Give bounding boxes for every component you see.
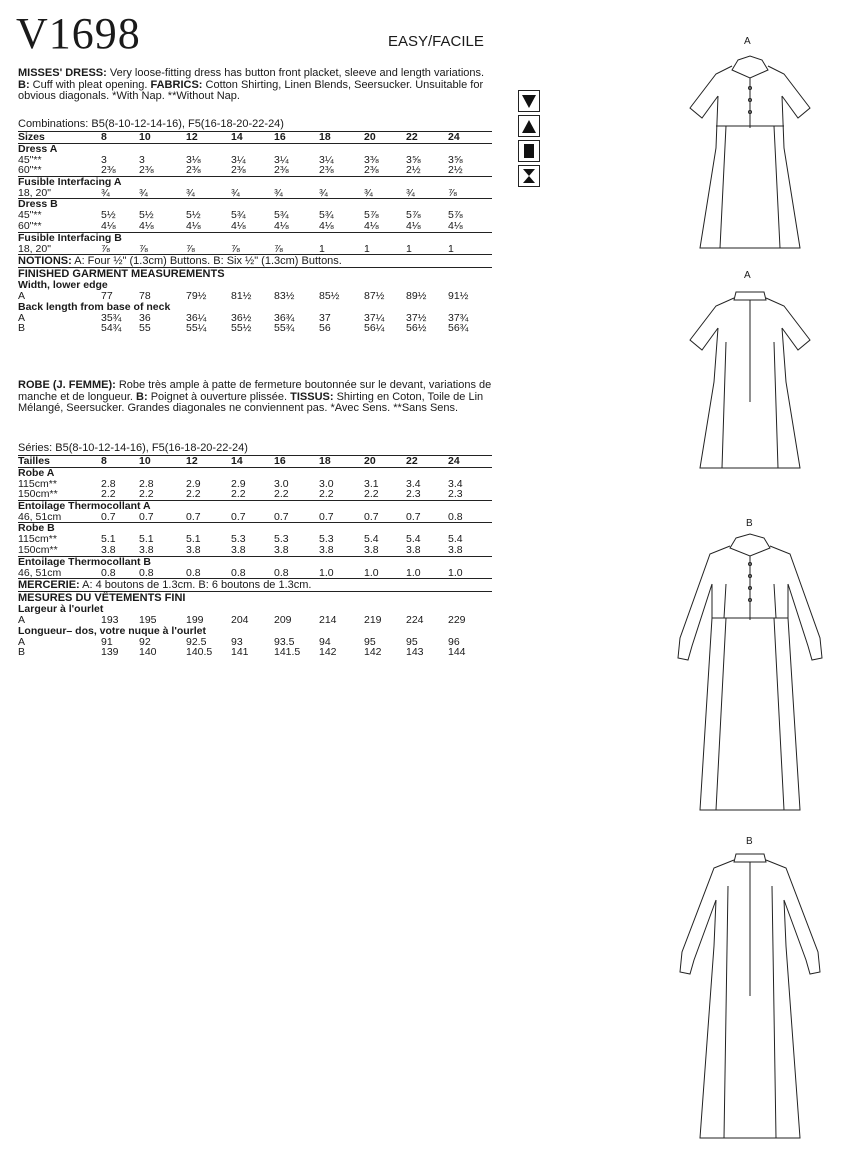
table-row bbox=[18, 568, 492, 579]
value-cell: 4⅛ bbox=[274, 219, 289, 232]
value-cell: 4⅛ bbox=[319, 219, 334, 232]
value-cell: 37¾ bbox=[448, 311, 469, 324]
value-cell: 0.8 bbox=[186, 566, 201, 579]
value-cell: 2.8 bbox=[139, 477, 154, 490]
value-cell: 3.1 bbox=[364, 477, 379, 490]
sketch-label-a-front: A bbox=[744, 36, 751, 47]
row-label: 45"** bbox=[18, 209, 42, 222]
value-cell: 2.3 bbox=[448, 488, 463, 501]
combinations-line: Combinations: B5(8-10-12-14-16), F5(16-18-20-22-24) bbox=[18, 118, 284, 130]
value-cell: 3.8 bbox=[448, 543, 463, 556]
value-cell: ¾ bbox=[274, 186, 283, 199]
value-cell: 4⅛ bbox=[186, 219, 201, 232]
value-cell: 4⅛ bbox=[139, 219, 154, 232]
pattern-number: V1698 bbox=[16, 9, 141, 58]
section-title: Dress B bbox=[18, 198, 492, 210]
table-row bbox=[18, 221, 492, 232]
row-label: 115cm** bbox=[18, 477, 57, 490]
size-header-cell: 14 bbox=[231, 131, 243, 143]
value-cell: 56½ bbox=[406, 322, 427, 335]
section-title: Fusible Interfacing A bbox=[18, 176, 492, 188]
size-header-cell: 12 bbox=[186, 131, 198, 143]
size-header-cell: 12 bbox=[186, 455, 198, 467]
value-cell: 3.8 bbox=[406, 543, 421, 556]
value-cell: 85½ bbox=[319, 290, 340, 303]
value-cell: 3.4 bbox=[448, 477, 463, 490]
value-cell: 2.9 bbox=[231, 477, 246, 490]
value-cell: ¾ bbox=[364, 186, 373, 199]
value-cell: ¾ bbox=[186, 186, 195, 199]
value-cell: 2.2 bbox=[319, 488, 334, 501]
value-cell: 3.8 bbox=[101, 543, 116, 556]
value-cell: 3⅝ bbox=[448, 153, 463, 166]
size-header-cell: 8 bbox=[101, 131, 107, 143]
value-cell: 55 bbox=[139, 322, 151, 335]
desc-lead: MISSES' DRESS: bbox=[18, 67, 107, 79]
section-title: Width, lower edge bbox=[18, 279, 108, 292]
value-cell: 5½ bbox=[186, 209, 201, 222]
dress-a-back-sketch bbox=[680, 282, 820, 482]
value-cell: 37 bbox=[319, 311, 331, 324]
value-cell: 3.8 bbox=[364, 543, 379, 556]
value-cell: 224 bbox=[406, 614, 424, 627]
value-cell: 2½ bbox=[406, 164, 421, 177]
mercerie-line: MERCERIE: A: 4 boutons de 1.3cm. B: 6 boutons de 1.3cm. bbox=[18, 578, 492, 591]
dress-a-front-sketch bbox=[680, 48, 820, 258]
value-cell: ¾ bbox=[319, 186, 328, 199]
value-cell: 0.7 bbox=[406, 510, 421, 523]
value-cell: 144 bbox=[448, 646, 466, 659]
value-cell: 0.7 bbox=[101, 510, 116, 523]
value-cell: 2⅜ bbox=[274, 164, 289, 177]
row-label: 115cm** bbox=[18, 533, 57, 546]
value-cell: 3.8 bbox=[139, 543, 154, 556]
value-cell: 2⅜ bbox=[319, 164, 334, 177]
row-label: 46, 51cm bbox=[18, 510, 62, 523]
value-cell: 139 bbox=[101, 646, 119, 659]
value-cell: 36 bbox=[139, 311, 151, 324]
value-cell: 0.8 bbox=[448, 510, 463, 523]
value-cell: 5.1 bbox=[186, 533, 201, 546]
value-cell: 4⅛ bbox=[364, 219, 379, 232]
section-title: Robe A bbox=[18, 467, 492, 479]
tailles-header-row: Tailles 8 10 12 14 16 18 20 22 24 bbox=[18, 455, 492, 467]
value-cell: ⅞ bbox=[139, 242, 148, 255]
dress-b-front-sketch bbox=[670, 528, 830, 818]
either-nap-icon bbox=[518, 165, 540, 187]
value-cell: 37¼ bbox=[364, 311, 385, 324]
table-row bbox=[18, 291, 492, 302]
value-cell: 3¼ bbox=[319, 153, 334, 166]
value-cell: 36¾ bbox=[274, 311, 295, 324]
value-cell: 55¼ bbox=[186, 322, 207, 335]
value-cell: 0.8 bbox=[101, 566, 116, 579]
value-cell: 142 bbox=[364, 646, 382, 659]
value-cell: ⅞ bbox=[231, 242, 240, 255]
value-cell: 4⅛ bbox=[406, 219, 421, 232]
value-cell: 92.5 bbox=[186, 635, 207, 648]
size-header-cell: 24 bbox=[448, 455, 460, 467]
value-cell: 3⅛ bbox=[186, 153, 201, 166]
value-cell: 5.4 bbox=[406, 533, 421, 546]
value-cell: 77 bbox=[101, 290, 113, 303]
value-cell: 204 bbox=[231, 614, 249, 627]
value-cell: 141.5 bbox=[274, 646, 301, 659]
sizes-header-row: Sizes 8 10 12 14 16 18 20 22 24 bbox=[18, 131, 492, 143]
size-header-cell: 16 bbox=[274, 131, 286, 143]
value-cell: 5.1 bbox=[101, 533, 116, 546]
section-title: Largeur à l'ourlet bbox=[18, 603, 104, 616]
value-cell: 2.2 bbox=[274, 488, 289, 501]
size-header-cell: 8 bbox=[101, 455, 107, 467]
row-label: 46, 51cm bbox=[18, 566, 62, 579]
value-cell: 5⅞ bbox=[448, 209, 463, 222]
row-label: A bbox=[18, 290, 26, 303]
table-row bbox=[18, 244, 492, 255]
table-row bbox=[18, 165, 492, 176]
value-cell: 2.3 bbox=[406, 488, 421, 501]
value-cell: 0.7 bbox=[139, 510, 154, 523]
row-label: 60"** bbox=[18, 164, 42, 177]
size-header-cell: 22 bbox=[406, 131, 418, 143]
notions-line: NOTIONS: A: Four ½" (1.3cm) Buttons. B: Six ½" (1.3cm) Buttons. bbox=[18, 254, 492, 267]
value-cell: 3¼ bbox=[274, 153, 289, 166]
value-cell: 91½ bbox=[448, 290, 469, 303]
value-cell: ⅞ bbox=[101, 242, 110, 255]
value-cell: 81½ bbox=[231, 290, 252, 303]
value-cell: ⅞ bbox=[186, 242, 195, 255]
row-label: 18, 20" bbox=[18, 186, 51, 199]
value-cell: ⅞ bbox=[448, 186, 457, 199]
value-cell: 5¾ bbox=[319, 209, 334, 222]
size-header-cell: 24 bbox=[448, 131, 460, 143]
size-header-cell: 18 bbox=[319, 131, 331, 143]
value-cell: 4⅛ bbox=[448, 219, 463, 232]
value-cell: 219 bbox=[364, 614, 382, 627]
row-label: A bbox=[18, 635, 26, 648]
value-cell: 1.0 bbox=[319, 566, 334, 579]
no-nap-icon bbox=[518, 140, 540, 162]
value-cell: 35¾ bbox=[101, 311, 122, 324]
value-cell: 3 bbox=[139, 153, 145, 166]
row-label: A bbox=[18, 614, 26, 627]
value-cell: 3.8 bbox=[274, 543, 289, 556]
value-cell: 36½ bbox=[231, 311, 252, 324]
value-cell: 1 bbox=[448, 242, 454, 255]
sketch-label-a-back: A bbox=[744, 270, 751, 281]
value-cell: 5⅞ bbox=[364, 209, 379, 222]
value-cell: ⅞ bbox=[274, 242, 283, 255]
value-cell: 3.0 bbox=[319, 477, 334, 490]
section-title: Dress A bbox=[18, 143, 492, 155]
value-cell: 95 bbox=[364, 635, 376, 648]
value-cell: 1.0 bbox=[406, 566, 421, 579]
value-cell: 0.7 bbox=[364, 510, 379, 523]
value-cell: 95 bbox=[406, 635, 418, 648]
value-cell: 1 bbox=[319, 242, 325, 255]
value-cell: 4⅛ bbox=[231, 219, 246, 232]
value-cell: 214 bbox=[319, 614, 337, 627]
value-cell: 55½ bbox=[231, 322, 252, 335]
value-cell: 5.3 bbox=[231, 533, 246, 546]
value-cell: 54¾ bbox=[101, 322, 122, 335]
value-cell: 199 bbox=[186, 614, 204, 627]
sketch-label-b-front: B bbox=[746, 518, 753, 529]
mesures-title: MESURES DU VÊTEMENTS FINI bbox=[18, 591, 492, 604]
value-cell: 79½ bbox=[186, 290, 207, 303]
value-cell: 3.4 bbox=[406, 477, 421, 490]
value-cell: 5.4 bbox=[448, 533, 463, 546]
section-title: Back length from base of neck bbox=[18, 300, 171, 313]
table-row bbox=[18, 647, 492, 658]
value-cell: 142 bbox=[319, 646, 337, 659]
sketch-label-b-back: B bbox=[746, 836, 753, 847]
table-row bbox=[18, 489, 492, 500]
value-cell: 1.0 bbox=[364, 566, 379, 579]
english-description: MISSES' DRESS: Very loose-fitting dress has button front placket, sleeve and length variations. B: Cuff with pleat opening. FABRICS: Cotton Shirting, Linen Blends, Seersucker. Unsuitable for obvious diagonals. *With Nap. **Without Nap. bbox=[18, 67, 485, 102]
value-cell: 3.8 bbox=[231, 543, 246, 556]
value-cell: 56 bbox=[319, 322, 331, 335]
value-cell: 5.3 bbox=[274, 533, 289, 546]
value-cell: 37½ bbox=[406, 311, 427, 324]
difficulty-label: EASY/FACILE bbox=[388, 33, 484, 50]
value-cell: 2.2 bbox=[101, 488, 116, 501]
value-cell: 141 bbox=[231, 646, 249, 659]
finished-measurements-title: FINISHED GARMENT MEASUREMENTS bbox=[18, 267, 492, 280]
value-cell: 2.2 bbox=[139, 488, 154, 501]
size-header-cell: 18 bbox=[319, 455, 331, 467]
value-cell: 3¼ bbox=[231, 153, 246, 166]
value-cell: ¾ bbox=[101, 186, 110, 199]
nap-up-icon bbox=[518, 115, 540, 137]
section-title: Entoilage Thermocollant B bbox=[18, 556, 492, 568]
value-cell: 93.5 bbox=[274, 635, 295, 648]
value-cell: 2⅜ bbox=[101, 164, 116, 177]
size-header-cell: 20 bbox=[364, 455, 376, 467]
value-cell: 2.2 bbox=[231, 488, 246, 501]
section-title: Entoilage Thermocollant A bbox=[18, 500, 492, 512]
value-cell: 3.0 bbox=[274, 477, 289, 490]
value-cell: 3.8 bbox=[186, 543, 201, 556]
series-line: Séries: B5(8-10-12-14-16), F5(16-18-20-22-24) bbox=[18, 442, 248, 454]
size-header-cell: 14 bbox=[231, 455, 243, 467]
value-cell: 3.8 bbox=[319, 543, 334, 556]
value-cell: 96 bbox=[448, 635, 460, 648]
value-cell: 3⅝ bbox=[406, 153, 421, 166]
value-cell: 143 bbox=[406, 646, 424, 659]
value-cell: 5⅞ bbox=[406, 209, 421, 222]
value-cell: 0.7 bbox=[274, 510, 289, 523]
value-cell: 1 bbox=[406, 242, 412, 255]
value-cell: 5¾ bbox=[274, 209, 289, 222]
value-cell: 0.7 bbox=[319, 510, 334, 523]
size-header-cell: 10 bbox=[139, 455, 151, 467]
value-cell: 56¼ bbox=[364, 322, 385, 335]
value-cell: 91 bbox=[101, 635, 113, 648]
value-cell: 5½ bbox=[139, 209, 154, 222]
value-cell: 87½ bbox=[364, 290, 385, 303]
value-cell: 94 bbox=[319, 635, 331, 648]
value-cell: 0.8 bbox=[139, 566, 154, 579]
value-cell: 195 bbox=[139, 614, 157, 627]
value-cell: 0.8 bbox=[274, 566, 289, 579]
value-cell: 4⅛ bbox=[101, 219, 116, 232]
value-cell: 92 bbox=[139, 635, 151, 648]
size-header-cell: 20 bbox=[364, 131, 376, 143]
value-cell: 0.7 bbox=[231, 510, 246, 523]
value-cell: 5¾ bbox=[231, 209, 246, 222]
value-cell: 2⅜ bbox=[231, 164, 246, 177]
value-cell: 83½ bbox=[274, 290, 295, 303]
value-cell: 55¾ bbox=[274, 322, 295, 335]
section-title: Robe B bbox=[18, 522, 492, 534]
value-cell: 1.0 bbox=[448, 566, 463, 579]
value-cell: 3 bbox=[101, 153, 107, 166]
english-yardage-table bbox=[18, 118, 492, 334]
value-cell: 193 bbox=[101, 614, 119, 627]
section-title: Longueur– dos, votre nuque à l'ourlet bbox=[18, 624, 207, 637]
value-cell: ¾ bbox=[406, 186, 415, 199]
row-label: A bbox=[18, 311, 26, 324]
value-cell: 0.8 bbox=[231, 566, 246, 579]
value-cell: 5½ bbox=[101, 209, 116, 222]
size-header-cell: 22 bbox=[406, 455, 418, 467]
fabric-symbols bbox=[518, 90, 540, 190]
value-cell: 140.5 bbox=[186, 646, 213, 659]
french-yardage-table bbox=[18, 442, 492, 658]
section-title: Fusible Interfacing B bbox=[18, 232, 492, 244]
value-cell: 209 bbox=[274, 614, 292, 627]
value-cell: 5.1 bbox=[139, 533, 154, 546]
value-cell: 89½ bbox=[406, 290, 427, 303]
row-label: 45"** bbox=[18, 153, 42, 166]
row-label: B bbox=[18, 646, 26, 659]
value-cell: 3⅜ bbox=[364, 153, 379, 166]
table-row bbox=[18, 512, 492, 523]
value-cell: 0.7 bbox=[186, 510, 201, 523]
table-row bbox=[18, 615, 492, 626]
value-cell: 2⅜ bbox=[186, 164, 201, 177]
value-cell: 36¼ bbox=[186, 311, 207, 324]
value-cell: 140 bbox=[139, 646, 157, 659]
value-cell: 93 bbox=[231, 635, 243, 648]
dress-b-back-sketch bbox=[670, 846, 830, 1146]
value-cell: 78 bbox=[139, 290, 151, 303]
value-cell: 5.3 bbox=[319, 533, 334, 546]
row-label: 60"** bbox=[18, 219, 42, 232]
size-header-cell: 10 bbox=[139, 131, 151, 143]
table-row bbox=[18, 188, 492, 199]
table-row bbox=[18, 545, 492, 556]
nap-down-icon bbox=[518, 90, 540, 112]
value-cell: 229 bbox=[448, 614, 466, 627]
value-cell: 5.4 bbox=[364, 533, 379, 546]
row-label: 150cm** bbox=[18, 543, 58, 556]
value-cell: 1 bbox=[364, 242, 370, 255]
value-cell: 2.9 bbox=[186, 477, 201, 490]
row-label: 18, 20" bbox=[18, 242, 51, 255]
value-cell: 2.2 bbox=[186, 488, 201, 501]
size-header-cell: 16 bbox=[274, 455, 286, 467]
table-row bbox=[18, 323, 492, 334]
value-cell: 2½ bbox=[448, 164, 463, 177]
value-cell: 2.2 bbox=[364, 488, 379, 501]
value-cell: ¾ bbox=[231, 186, 240, 199]
row-label: B bbox=[18, 322, 26, 335]
value-cell: 2⅜ bbox=[139, 164, 154, 177]
row-label: 150cm** bbox=[18, 488, 58, 501]
value-cell: 56¾ bbox=[448, 322, 469, 335]
value-cell: 2.8 bbox=[101, 477, 116, 490]
value-cell: 2⅜ bbox=[364, 164, 379, 177]
value-cell: ¾ bbox=[139, 186, 148, 199]
french-description: ROBE (J. FEMME): Robe très ample à patte de fermeture boutonnée sur le devant, variations de manche et de longueur. B: Poignet à ouverture plissée. TISSUS: Shirting en Coton, Toile de Lin Mélangé, Seersucker. Grandes diagonales ne conviennent pas. *Avec Sens. **Sans Sens. bbox=[18, 379, 492, 414]
